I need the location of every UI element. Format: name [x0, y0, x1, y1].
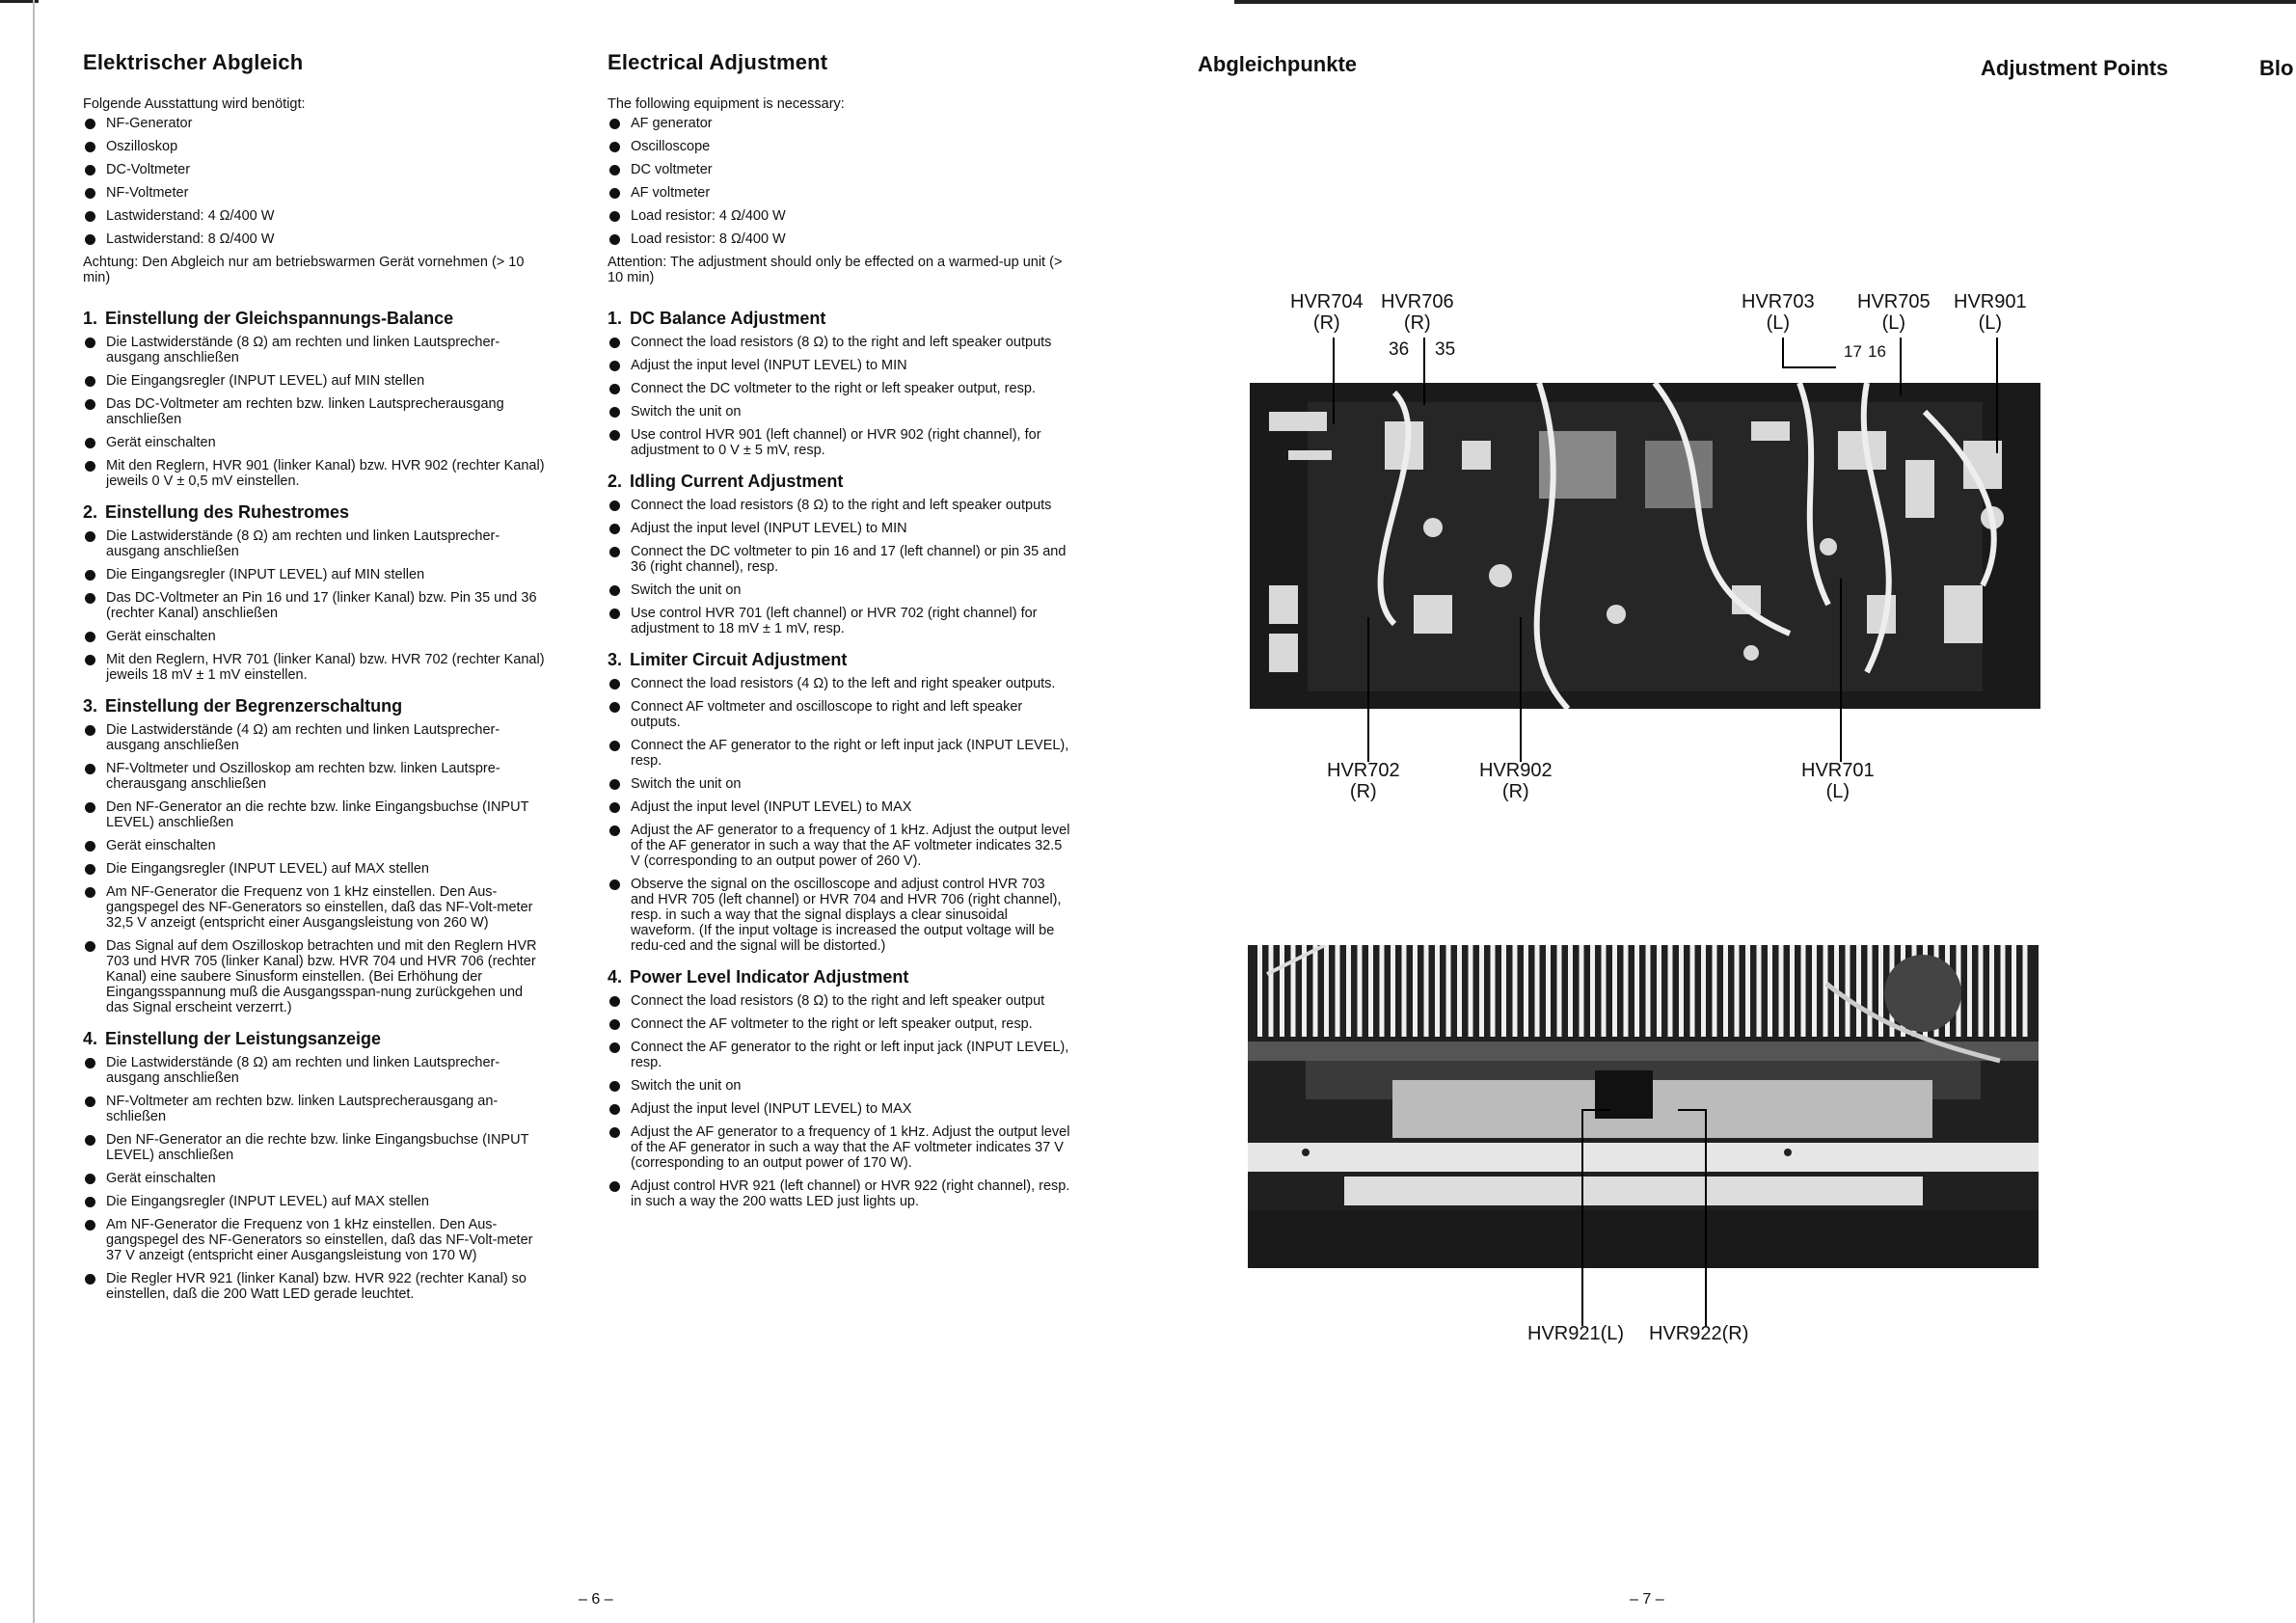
page-number-7: – 7 – — [1630, 1591, 1664, 1608]
heatsink-image — [1248, 945, 2039, 1268]
leader-hvr703-h — [1782, 366, 1836, 368]
step-item: Connect the load resistors (8 Ω) to the right and left speaker outputs — [608, 335, 1070, 350]
step-item: Adjust the input level (INPUT LEVEL) to MIN — [608, 358, 1070, 373]
section-steps — [608, 498, 1070, 636]
step-item: Adjust the input level (INPUT LEVEL) to MAX — [608, 799, 1070, 815]
section-heading: Einstellung des Ruhestromes — [105, 502, 350, 522]
leader-hvr703 — [1782, 338, 1784, 366]
step-item: Gerät einschalten — [83, 1171, 546, 1186]
equipment-item: Oszilloskop — [83, 139, 546, 154]
section-number: 1. — [608, 309, 623, 328]
step-item: Connect the AF voltmeter to the right or left speaker output, resp. — [608, 1016, 1070, 1032]
step-item: NF-Voltmeter und Oszilloskop am rechten bzw. linken Lautspre-cherausgang anschließen — [83, 761, 546, 792]
step-item: Die Eingangsregler (INPUT LEVEL) auf MAX stellen — [83, 861, 546, 877]
attention-note-de: Achtung: Den Abgleich nur am betriebswarmen Gerät vornehmen (> 10 min) — [83, 255, 525, 285]
top-border-right — [1234, 0, 2296, 4]
section-number: 1. — [83, 309, 98, 328]
section-title — [608, 967, 1070, 987]
header-abgleichpunkte: Abgleichpunkte — [1198, 52, 1358, 76]
label-hvr702: HVR702 (R) — [1327, 760, 1400, 802]
equipment-item: DC voltmeter — [608, 162, 1070, 177]
equipment-list-de — [83, 116, 546, 247]
step-item: Mit den Reglern, HVR 901 (linker Kanal) bzw. HVR 902 (rechter Kanal) jeweils 0 V ± 0,5 mV einstellen. — [83, 458, 546, 489]
step-item: Adjust the AF generator to a frequency of 1 kHz. Adjust the output level of the AF generator in such a way that the AF voltmeter indicates 32.5 V (corresponding to an output power of 260 V). — [608, 823, 1070, 869]
step-item: Connect the DC voltmeter to the right or left speaker output, resp. — [608, 381, 1070, 396]
equipment-item: DC-Voltmeter — [83, 162, 546, 177]
equipment-item: Load resistor: 4 Ω/400 W — [608, 208, 1070, 224]
equipment-item: Oscilloscope — [608, 139, 1070, 154]
step-item: NF-Voltmeter am rechten bzw. linken Lautsprecherausgang an-schließen — [83, 1094, 546, 1124]
label-hvr705: HVR705 (L) — [1857, 291, 1931, 334]
step-item: Connect the load resistors (8 Ω) to the right and left speaker outputs — [608, 498, 1070, 513]
section-number: 2. — [83, 502, 98, 522]
section-heading: Idling Current Adjustment — [630, 472, 844, 491]
header-adjustment-points: Adjustment Points — [1981, 56, 2169, 80]
leader-hvr704 — [1333, 338, 1335, 424]
attention-note-en: Attention: The adjustment should only be effected on a warmed-up unit (> 10 min) — [608, 255, 1063, 285]
section-title — [83, 1029, 546, 1049]
step-item: Adjust control HVR 921 (left channel) or HVR 922 (right channel), resp. in such a way the 200 watts LED just lights up. — [608, 1178, 1070, 1209]
section-title — [83, 502, 546, 523]
step-item: Gerät einschalten — [83, 629, 546, 644]
step-item: Die Eingangsregler (INPUT LEVEL) auf MIN stellen — [83, 373, 546, 389]
step-item: Die Lastwiderstände (8 Ω) am rechten und linken Lautsprecher-ausgang anschließen — [83, 528, 546, 559]
equipment-item: AF generator — [608, 116, 1070, 131]
step-item: Das DC-Voltmeter an Pin 16 und 17 (linker Kanal) bzw. Pin 35 und 36 (rechter Kanal) anschließen — [83, 590, 546, 621]
section-steps — [83, 335, 546, 489]
section-steps — [83, 1055, 546, 1302]
step-item: Die Lastwiderstände (8 Ω) am rechten und linken Lautsprecher-ausgang anschließen — [83, 335, 546, 365]
step-item: Das Signal auf dem Oszilloskop betrachten und mit den Reglern HVR 703 und HVR 705 (linker Kanal) bzw. HVR 704 und HVR 706 (rechter Kanal) eine saubere Sinusform einstellen. (Bei Erhöhung der Eingangsspannung muß die Ausgangsspan-nung zurückgehen und das Signal erscheint verzerrt.) — [83, 938, 546, 1015]
leader-hvr921-h — [1581, 1109, 1610, 1111]
step-item: Adjust the input level (INPUT LEVEL) to MAX — [608, 1101, 1070, 1117]
equipment-intro-en: The following equipment is necessary: — [608, 96, 845, 112]
equipment-item: NF-Voltmeter — [83, 185, 546, 201]
section-number: 3. — [83, 696, 98, 716]
equipment-item: NF-Generator — [83, 116, 546, 131]
section-heading: Einstellung der Begrenzerschaltung — [105, 696, 403, 716]
section-steps — [608, 676, 1070, 954]
step-item: Observe the signal on the oscilloscope and adjust control HVR 703 and HVR 705 (left channel) or HVR 704 and HVR 706 (right channel), resp. in such a way that the signal displays a clear sinusoidal waveform. (If the input voltage is increased the output voltage will be redu-ced and the signal will be distorted.) — [608, 877, 1070, 954]
label-hvr921: HVR921(L) — [1527, 1323, 1625, 1344]
step-item: Am NF-Generator die Frequenz von 1 kHz einstellen. Den Aus-gangspegel des NF-Generators so einstellen, daß das NF-Volt-meter 32,5 V anzeigt (entspricht einer Ausgangsleistung von 260 W) — [83, 884, 546, 931]
step-item: Use control HVR 701 (left channel) or HVR 702 (right channel) for adjustment to 18 mV ± 1 mV, resp. — [608, 606, 1070, 636]
german-column — [83, 50, 546, 1310]
equipment-intro-de: Folgende Ausstattung wird benötigt: — [83, 96, 306, 112]
left-edge-mark — [33, 0, 35, 1623]
section-number: 3. — [608, 650, 623, 669]
step-item: Connect the AF generator to the right or left input jack (INPUT LEVEL), resp. — [608, 738, 1070, 769]
step-item: Das DC-Voltmeter am rechten bzw. linken Lautsprecherausgang anschließen — [83, 396, 546, 427]
section-title — [608, 309, 1070, 329]
section-steps — [608, 335, 1070, 458]
step-item: Die Lastwiderstände (4 Ω) am rechten und linken Lautsprecher-ausgang anschließen — [83, 722, 546, 753]
section-number: 2. — [608, 472, 623, 491]
step-item: Die Regler HVR 921 (linker Kanal) bzw. HVR 922 (rechter Kanal) so einstellen, daß die 200 Watt LED gerade leuchtet. — [83, 1271, 546, 1302]
section-title — [83, 309, 546, 329]
english-column — [608, 50, 1070, 1217]
label-pin16: 16 — [1868, 342, 1886, 361]
section-steps — [608, 993, 1070, 1209]
step-item: Connect the DC voltmeter to pin 16 and 17 (left channel) or pin 35 and 36 (right channel), resp. — [608, 544, 1070, 575]
leader-hvr922 — [1705, 1109, 1707, 1326]
section-title — [608, 650, 1070, 670]
step-item: Connect AF voltmeter and oscilloscope to right and left speaker outputs. — [608, 699, 1070, 730]
step-item: Gerät einschalten — [83, 435, 546, 450]
equipment-list-en — [608, 116, 1070, 247]
heatsink-photo — [1248, 945, 2039, 1268]
leader-hvr701 — [1840, 579, 1842, 762]
equipment-item: Lastwiderstand: 8 Ω/400 W — [83, 231, 546, 247]
step-item: Adjust the input level (INPUT LEVEL) to MIN — [608, 521, 1070, 536]
step-item: Die Lastwiderstände (8 Ω) am rechten und linken Lautsprecher-ausgang anschließen — [83, 1055, 546, 1086]
section-number: 4. — [608, 967, 623, 987]
section-steps — [83, 722, 546, 1015]
section-heading: Einstellung der Gleichspannungs-Balance — [105, 309, 454, 328]
section-title — [83, 696, 546, 717]
equipment-item: Load resistor: 8 Ω/400 W — [608, 231, 1070, 247]
step-item: Connect the AF generator to the right or left input jack (INPUT LEVEL), resp. — [608, 1040, 1070, 1070]
section-number: 4. — [83, 1029, 98, 1048]
step-item: Switch the unit on — [608, 404, 1070, 419]
label-hvr701: HVR701 (L) — [1801, 760, 1875, 802]
step-item: Connect the load resistors (4 Ω) to the left and right speaker outputs. — [608, 676, 1070, 691]
step-item: Adjust the AF generator to a frequency of 1 kHz. Adjust the output level of the AF generator in such a way that the AF voltmeter indicates 37 V (corresponding to an output power of 170 W). — [608, 1124, 1070, 1171]
section-heading: Power Level Indicator Adjustment — [630, 967, 909, 987]
step-item: Connect the load resistors (8 Ω) to the right and left speaker output — [608, 993, 1070, 1009]
step-item: Die Eingangsregler (INPUT LEVEL) auf MAX stellen — [83, 1194, 546, 1209]
equipment-item: AF voltmeter — [608, 185, 1070, 201]
step-item: Switch the unit on — [608, 1078, 1070, 1094]
label-hvr922: HVR922(R) — [1649, 1323, 1749, 1344]
leader-hvr922-h — [1678, 1109, 1707, 1111]
sections-de — [83, 309, 546, 1302]
label-pin17: 17 — [1844, 342, 1862, 361]
step-item: Use control HVR 901 (left channel) or HVR 902 (right channel), for adjustment to 0 V ± 5 mV, resp. — [608, 427, 1070, 458]
label-hvr902: HVR902 (R) — [1479, 760, 1553, 802]
leader-hvr902 — [1520, 617, 1522, 762]
section-heading: Einstellung der Leistungsanzeige — [105, 1029, 382, 1048]
section-steps — [83, 528, 546, 683]
page-number-6: – 6 – — [579, 1591, 613, 1608]
leader-hvr706 — [1423, 338, 1425, 405]
label-pin35: 35 — [1435, 339, 1456, 360]
page-title-en: Electrical Adjustment — [608, 50, 828, 74]
step-item: Mit den Reglern, HVR 701 (linker Kanal) bzw. HVR 702 (rechter Kanal) jeweils 18 mV ± 1 mV einstellen. — [83, 652, 546, 683]
step-item: Switch the unit on — [608, 776, 1070, 792]
step-item: Switch the unit on — [608, 582, 1070, 598]
leader-hvr921 — [1581, 1109, 1583, 1326]
label-hvr704: HVR704 (R) — [1290, 291, 1364, 334]
label-pin36: 36 — [1389, 339, 1410, 360]
step-item: Den NF-Generator an die rechte bzw. linke Eingangsbuchse (INPUT LEVEL) anschließen — [83, 799, 546, 830]
sections-en — [608, 309, 1070, 1209]
label-hvr706: HVR706 (R) — [1381, 291, 1454, 334]
step-item: Die Eingangsregler (INPUT LEVEL) auf MIN stellen — [83, 567, 546, 582]
leader-hvr901 — [1996, 338, 1998, 453]
step-item: Gerät einschalten — [83, 838, 546, 853]
equipment-item: Lastwiderstand: 4 Ω/400 W — [83, 208, 546, 224]
page-title-de: Elektrischer Abgleich — [83, 50, 304, 74]
label-hvr901: HVR901 (L) — [1954, 291, 2027, 334]
label-hvr703: HVR703 (L) — [1742, 291, 1815, 334]
header-cut-off: Blo — [2259, 56, 2294, 80]
section-heading: DC Balance Adjustment — [630, 309, 826, 328]
step-item: Am NF-Generator die Frequenz von 1 kHz einstellen. Den Aus-gangspegel des NF-Generators so einstellen, daß das NF-Volt-meter 37 V anzeigt (entspricht einer Ausgangsleistung von 170 W) — [83, 1217, 546, 1263]
leader-hvr705 — [1900, 338, 1902, 395]
section-title — [608, 472, 1070, 492]
step-item: Den NF-Generator an die rechte bzw. linke Eingangsbuchse (INPUT LEVEL) anschließen — [83, 1132, 546, 1163]
section-heading: Limiter Circuit Adjustment — [630, 650, 848, 669]
leader-hvr702 — [1367, 617, 1369, 762]
